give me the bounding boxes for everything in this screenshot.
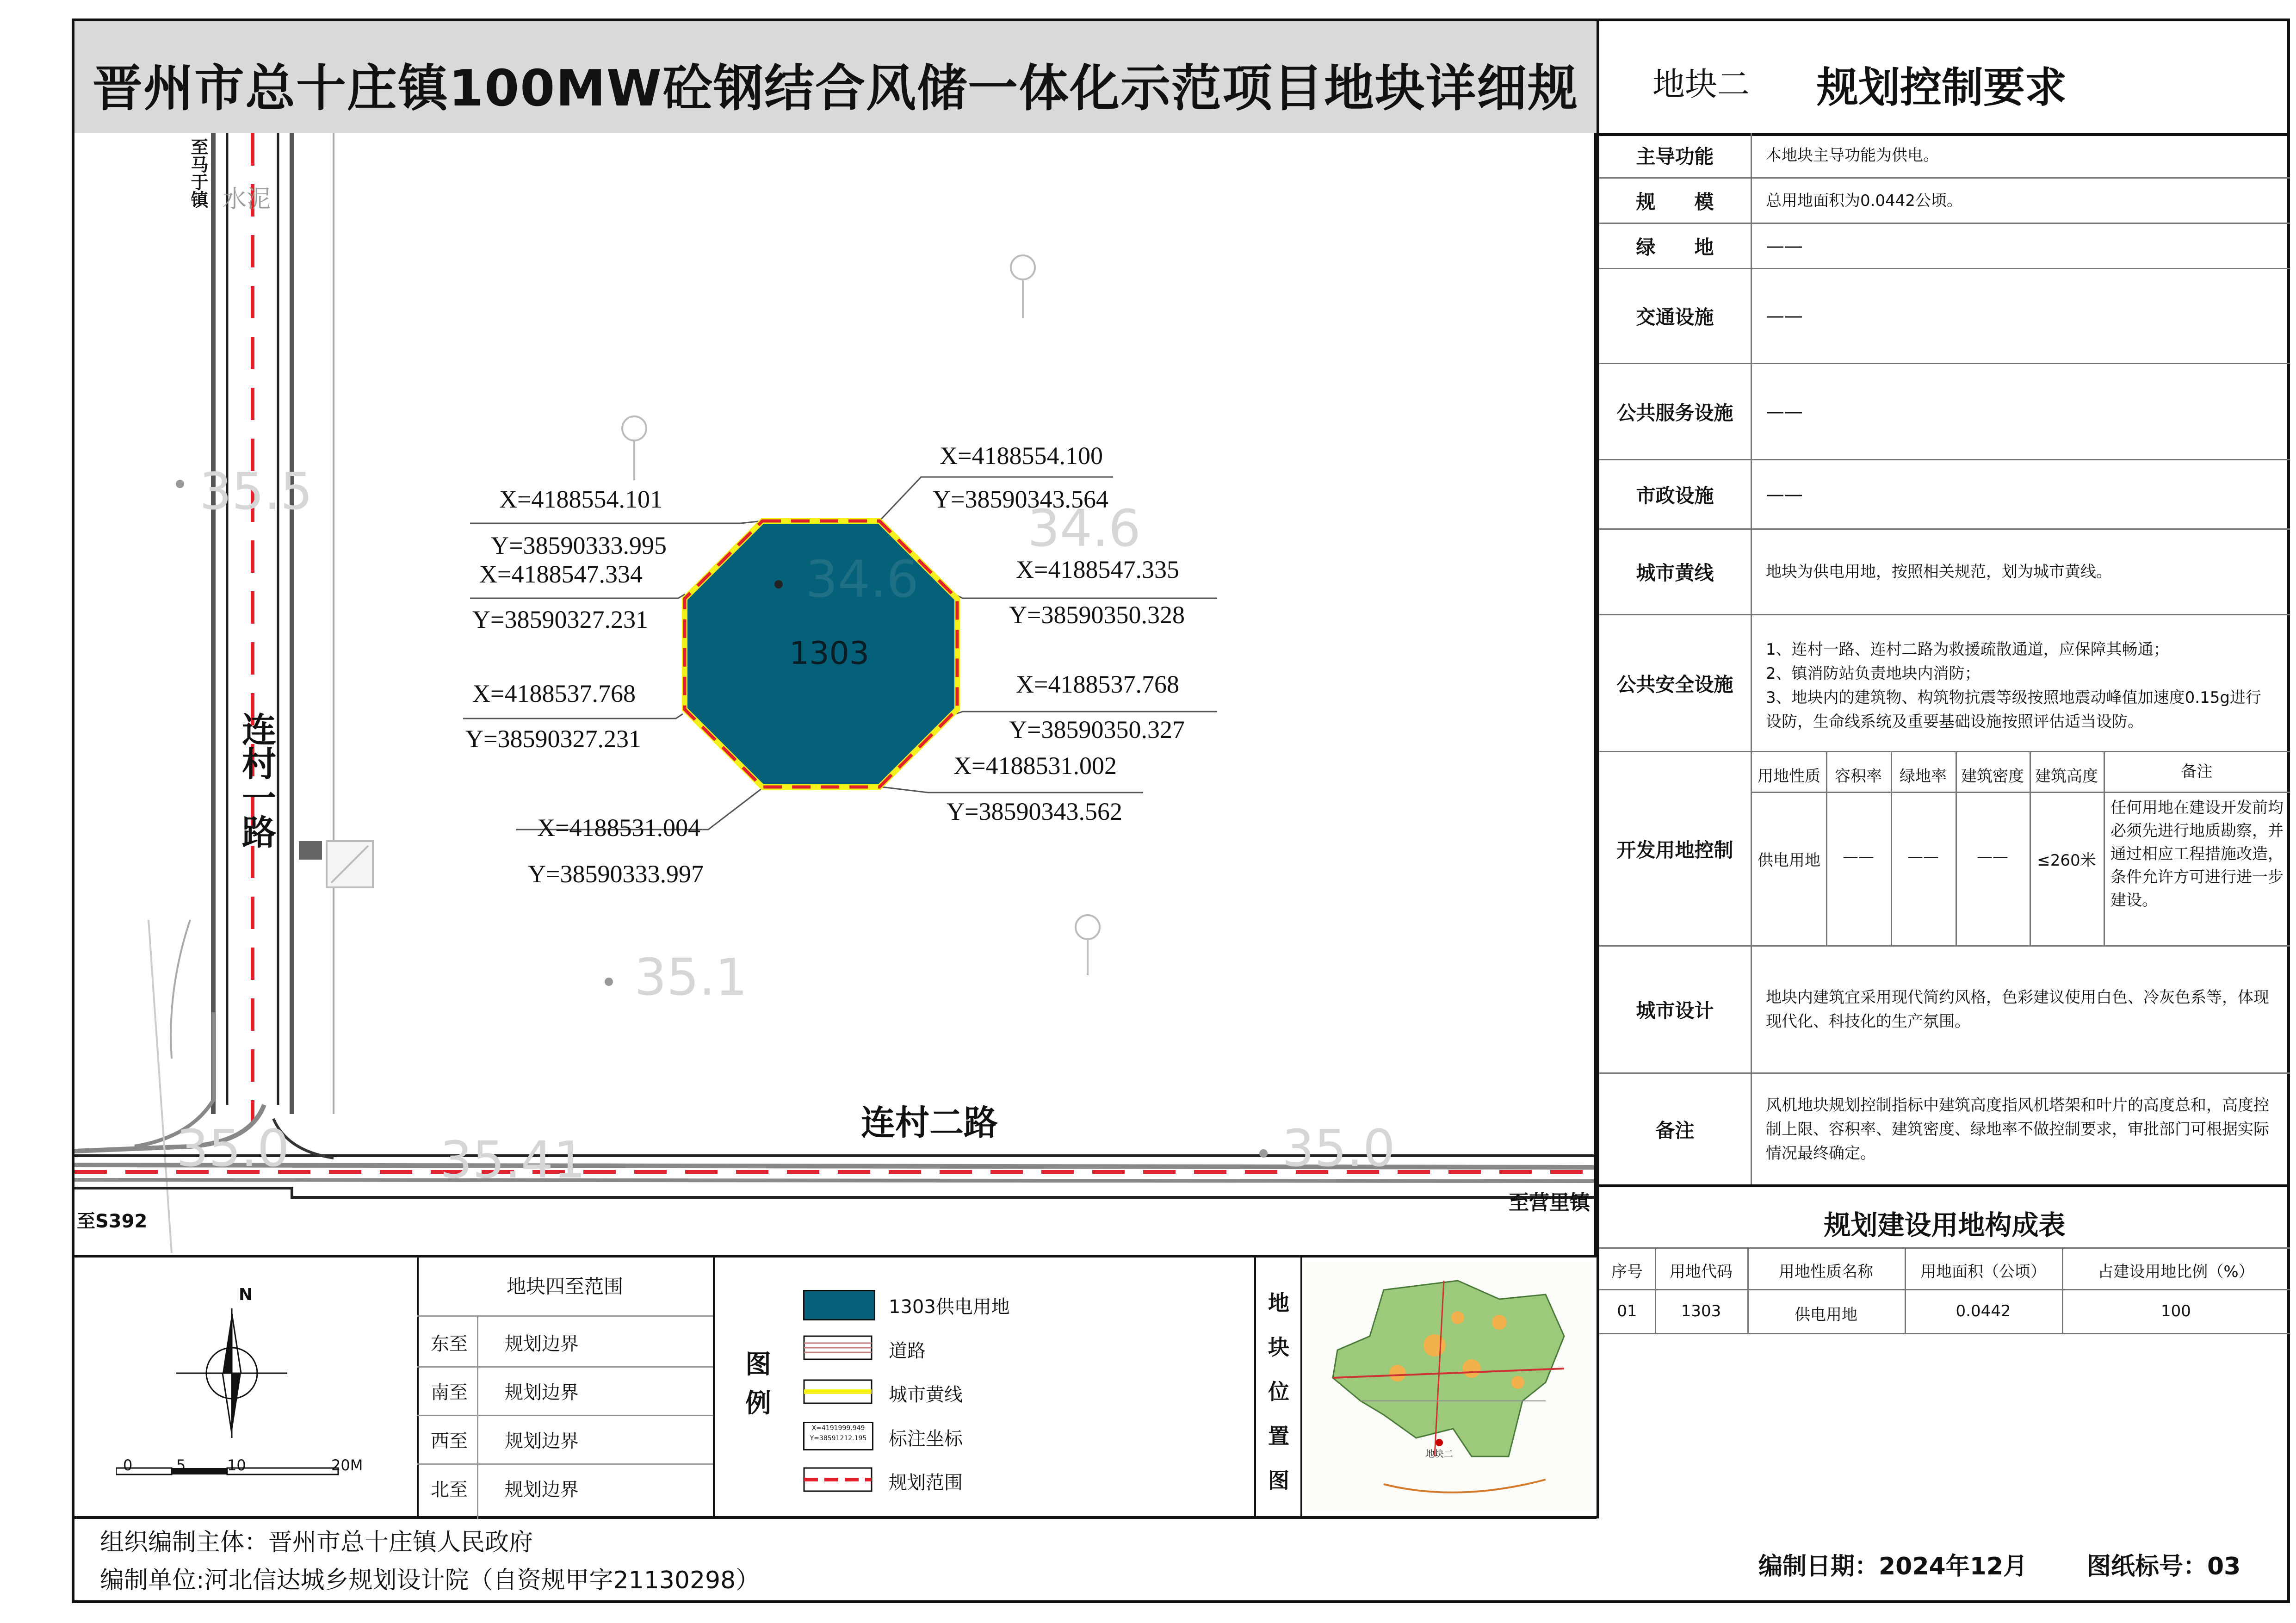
row-value: 地块内建筑宜采用现代简约风格，色彩建议使用白色、冷灰色系等，体现现代化、科技化的生产氛围。 — [1766, 988, 2269, 1031]
bounds-dir: 南至 — [431, 1382, 468, 1403]
row-municipal — [1599, 460, 2290, 530]
row-value: 本地块主导功能为供电。 — [1766, 146, 1939, 165]
coord-y: Y=38590343.562 — [947, 798, 1122, 825]
to-s392-label: 至S392 — [77, 1211, 148, 1232]
row-value: —— — [1766, 235, 1803, 257]
loc-title-char: 置 — [1268, 1424, 1289, 1449]
row-public-service — [1599, 364, 2290, 460]
coord-x: X=4188554.100 — [940, 442, 1103, 470]
road-1-lines — [74, 133, 334, 1253]
land-table-title: 规划建设用地构成表 — [1824, 1209, 2066, 1241]
row-label: 交通设施 — [1599, 269, 1752, 363]
footer-unit: 编制单位:河北信达城乡规划设计院（自资规甲字21130298） — [100, 1567, 760, 1594]
map-area — [74, 133, 1597, 1258]
row-traffic — [1599, 269, 2290, 364]
row-green — [1599, 224, 2290, 269]
land-header: 用地面积（公顷） — [1920, 1263, 2046, 1281]
land-cell: 01 — [1617, 1302, 1637, 1320]
plot-code-label: 1303 — [789, 635, 870, 672]
row-value: —— — [1766, 483, 1803, 505]
row-label: 备注 — [1599, 1074, 1752, 1184]
legend-road-swatch — [803, 1332, 873, 1364]
legend-item: 标注坐标 — [889, 1428, 963, 1450]
bounds-table — [417, 1258, 713, 1519]
elevation-dot — [176, 480, 184, 488]
panel-heading: 规划控制要求 — [1817, 63, 2067, 112]
to-yingli-label: 至营里镇 — [1509, 1191, 1590, 1214]
row-value: 风机地块规划控制指标中建筑高度指风机塔架和叶片的高度总和，高度控制上限、容积率、建筑密度、绿地率不做控制要求，审批部门可根据实际情况最终确定。 — [1766, 1096, 2269, 1163]
divider — [713, 1258, 715, 1516]
bounds-dir: 西至 — [431, 1431, 468, 1452]
dev-value: 供电用地 — [1758, 851, 1820, 870]
footer-sheet: 图纸标号：03 — [2087, 1553, 2241, 1580]
road-2-label: 连村二路 — [861, 1103, 998, 1143]
location-map-title — [1268, 1281, 1289, 1503]
elevation-label: 35.0 — [176, 1119, 290, 1178]
coord-y: Y=38590327.231 — [472, 606, 648, 633]
land-header: 序号 — [1611, 1263, 1643, 1281]
coord-y: Y=38590343.564 — [933, 485, 1108, 513]
location-map — [1305, 1262, 1592, 1512]
row-label: 规 模 — [1599, 179, 1752, 223]
legend-row — [74, 1258, 1597, 1519]
land-cell: 供电用地 — [1795, 1306, 1857, 1324]
water-label: 水泥 — [223, 186, 271, 213]
land-header: 用地代码 — [1670, 1263, 1733, 1281]
row-label: 市政设施 — [1599, 460, 1752, 528]
dev-value: —— — [1843, 848, 1874, 866]
bounds-val: 规划边界 — [505, 1479, 579, 1500]
bounds-title: 地块四至范围 — [506, 1275, 623, 1298]
loc-title-char: 图 — [1268, 1468, 1289, 1493]
elevation-label: 35.0 — [1282, 1119, 1395, 1178]
land-header: 用地性质名称 — [1779, 1263, 1873, 1281]
dev-header: 容积率 — [1835, 767, 1882, 786]
dev-header: 建筑高度 — [2035, 767, 2098, 786]
bounds-val: 规划边界 — [505, 1333, 579, 1355]
footer — [74, 1519, 2287, 1600]
bounds-val: 规划边界 — [505, 1431, 579, 1452]
bounds-val: 规划边界 — [505, 1382, 579, 1403]
road-2-to-north-label: 至马于镇 — [188, 138, 208, 208]
row-dev-control — [1599, 752, 2290, 947]
legend-title — [745, 1345, 771, 1423]
dev-header: 备注 — [2181, 762, 2213, 781]
plot-name: 地块二 — [1652, 65, 1750, 103]
coord-x: X=4188531.004 — [537, 814, 700, 842]
dev-header: 建筑密度 — [1961, 767, 2024, 786]
loc-title-char: 块 — [1268, 1335, 1289, 1360]
panel-header — [1599, 21, 2290, 136]
row-label: 开发用地控制 — [1599, 752, 1752, 945]
coord-x: X=4188531.002 — [953, 752, 1117, 780]
legend-title-b: 例 — [745, 1388, 771, 1419]
site-map — [74, 133, 1597, 1258]
elevation-dot — [605, 978, 613, 986]
dev-header: 用地性质 — [1758, 767, 1820, 786]
row-yellow-line — [1599, 530, 2290, 615]
row-label: 城市设计 — [1599, 947, 1752, 1072]
coord-x: X=4188537.768 — [472, 680, 636, 707]
elevation-label: 35.1 — [634, 948, 748, 1007]
bounds-dir: 北至 — [431, 1479, 468, 1500]
row-main-function — [1599, 133, 2290, 179]
coord-y: Y=38590333.997 — [528, 860, 704, 888]
row-urban-design — [1599, 947, 2290, 1074]
control-panel — [1597, 21, 2290, 1518]
loc-title-char: 位 — [1268, 1379, 1289, 1404]
row-remarks — [1599, 1074, 2290, 1187]
coord-x: X=4188547.335 — [1016, 556, 1179, 583]
elevation-dot — [1259, 1149, 1268, 1158]
coord-x: X=4188537.768 — [1016, 670, 1179, 698]
row-label: 城市黄线 — [1599, 530, 1752, 614]
row-label: 主导功能 — [1599, 133, 1752, 177]
row-label: 公共服务设施 — [1599, 364, 1752, 459]
dev-control-table — [1752, 752, 2290, 945]
row-value: —— — [1766, 401, 1803, 422]
dev-value: —— — [1977, 848, 2008, 866]
coord-x: X=4188554.101 — [499, 485, 662, 513]
safety-line: 3、地块内的建筑物、构筑物抗震等级按照地震动峰值加速度0.15g进行设防，生命线系统及重要基础设施按照评估适当设防。 — [1766, 688, 2261, 731]
legend-plot-swatch — [803, 1290, 875, 1320]
scale-label: 10 — [227, 1456, 246, 1474]
row-label: 绿 地 — [1599, 224, 1752, 268]
safety-line: 2、镇消防站负责地块内消防； — [1766, 664, 1980, 683]
dev-value: —— — [1907, 848, 1939, 866]
dev-note: 任何用地在建设开发前均必须先进行地质勘察，并通过相应工程措施改造，条件允许方可进行进一步建设。 — [2110, 799, 2284, 910]
location-marker-label: 地块二 — [1425, 1448, 1453, 1459]
elevation-label: 35.41 — [440, 1130, 586, 1189]
scale-label: 20M — [331, 1456, 363, 1474]
dev-header: 绿地率 — [1900, 767, 1947, 786]
row-value: —— — [1766, 305, 1803, 327]
safety-line: 1、连村一路、连村二路为救援疏散通道，应保障其畅通； — [1766, 640, 2169, 659]
land-cell: 100 — [2161, 1302, 2191, 1320]
elevation-dot — [774, 580, 783, 588]
legend-boundary-swatch — [803, 1463, 873, 1496]
scale-label: 0 — [123, 1456, 133, 1474]
coord-y: Y=38590350.327 — [1009, 716, 1185, 743]
title-band — [74, 21, 1597, 136]
row-label: 公共安全设施 — [1599, 615, 1752, 751]
row-scale — [1599, 179, 2290, 224]
footer-org: 组织编制主体：晋州市总十庄镇人民政府 — [100, 1529, 533, 1556]
coord-y: Y=38590350.328 — [1009, 601, 1185, 629]
divider — [1254, 1258, 1256, 1516]
land-header: 占建设用地比例（%） — [2098, 1263, 2254, 1281]
loc-title-char: 地 — [1268, 1290, 1289, 1315]
north-label: N — [239, 1285, 253, 1304]
legend-title-a: 图 — [745, 1350, 771, 1380]
legend-sample-y: Y=38591212.195 — [810, 1435, 867, 1442]
coord-y: Y=38590327.231 — [465, 725, 641, 753]
page-title: 晋州市总十庄镇100MW砼钢结合风储一体化示范项目地块详细规 — [92, 60, 1579, 118]
elevation-label: 35.5 — [199, 462, 313, 521]
road-1-label: 连村一路 — [236, 712, 276, 849]
row-value: 总用地面积为0.0442公顷。 — [1766, 191, 1962, 210]
legend-coord-swatch — [803, 1422, 873, 1450]
coord-y: Y=38590333.995 — [491, 532, 667, 559]
land-cell: 1303 — [1681, 1302, 1721, 1320]
legend-sample-x: X=4191999.949 — [811, 1425, 865, 1432]
legend-item: 规划范围 — [889, 1472, 963, 1493]
coord-x: X=4188547.334 — [479, 560, 643, 588]
row-value: 地块为供电用地，按照相关规范，划为城市黄线。 — [1766, 563, 2112, 581]
land-cell: 0.0442 — [1956, 1302, 2011, 1320]
dev-value: ≤260米 — [2037, 851, 2096, 870]
bounds-dir: 东至 — [431, 1333, 468, 1355]
legend-item: 道路 — [889, 1340, 926, 1362]
legend-item: 城市黄线 — [889, 1384, 963, 1406]
elevation-label: 34.6 — [1027, 499, 1141, 558]
small-building — [299, 841, 322, 860]
row-public-safety — [1599, 615, 2290, 752]
land-table — [1599, 1247, 2290, 1335]
scale-label: 5 — [176, 1456, 186, 1474]
footer-date: 编制日期：2024年12月 — [1758, 1553, 2028, 1580]
row-value — [1766, 615, 2276, 751]
legend-yellow-swatch — [803, 1375, 873, 1408]
elevation-label: 34.6 — [805, 550, 919, 609]
legend-item: 1303供电用地 — [889, 1296, 1010, 1318]
divider — [1300, 1258, 1302, 1516]
